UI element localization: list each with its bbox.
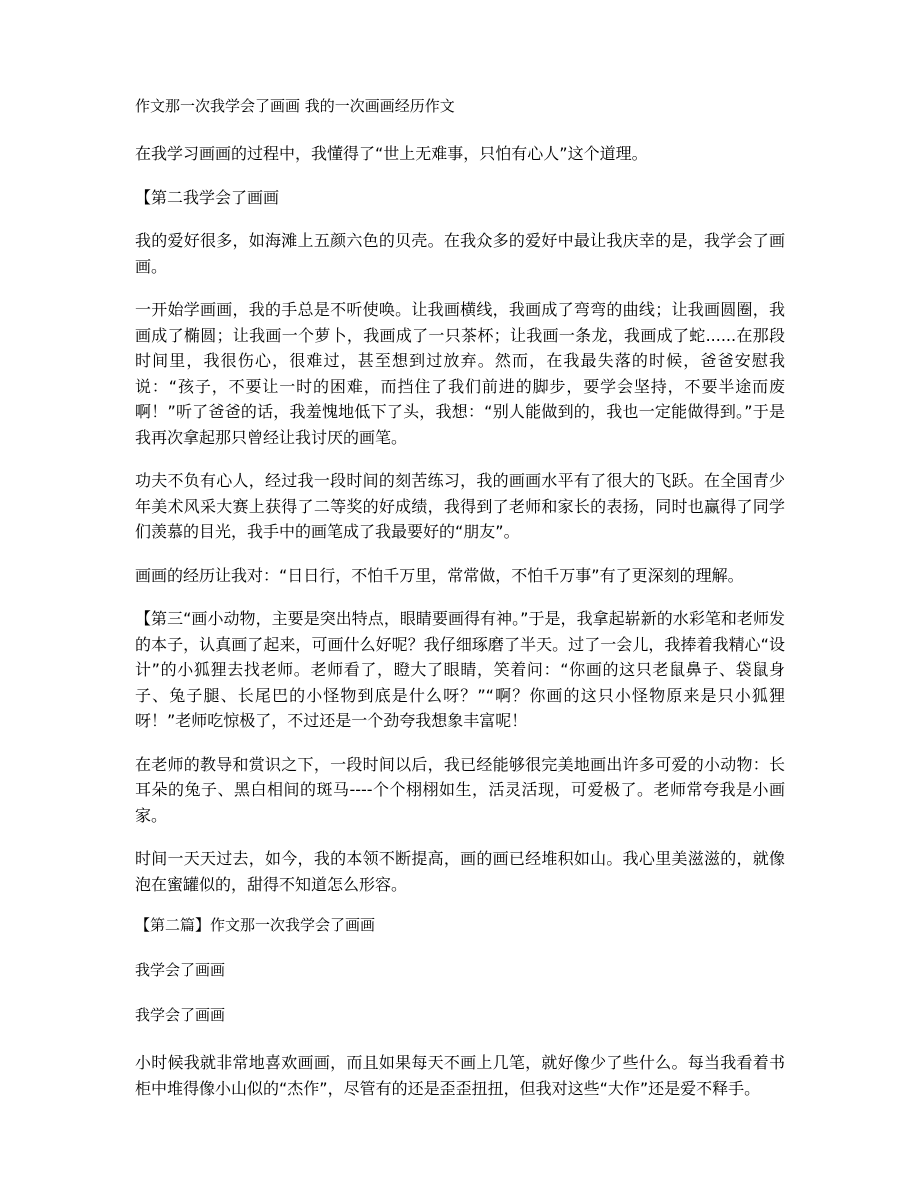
- document-title: 作文那一次我学会了画画 我的一次画画经历作文: [135, 97, 455, 115]
- paragraph-6: 画画的经历让我对：“日日行，不怕千万里，常常做，不怕千万事”有了更深刻的理解。: [135, 565, 744, 585]
- section2-paragraph: 小时候我就非常地喜欢画画，而且如果每天不画上几笔，就好像少了些什么。每当我看着书柜中堆得像小山似的“杰作”，尽管有的还是歪歪扭扭，但我对这些“大作”还是爱不释手。: [135, 1053, 785, 1098]
- paragraph-2: 【第二我学会了画画: [135, 187, 280, 207]
- paragraph-1: 在我学习画画的过程中，我懂得了“世上无难事，只怕有心人”这个道理。: [135, 144, 648, 163]
- section2-subtitle-2: 我学会了画画: [135, 1006, 226, 1024]
- section2-subtitle-1: 我学会了画画: [135, 961, 226, 979]
- paragraph-8: 在老师的教导和赏识之下，一段时间以后，我已经能够很完美地画出许多可爱的小动物：长耳朵的兔子、黑白相间的斑马----个个栩栩如生，活灵活现，可爱极了。老师常夸我是小画家。: [135, 754, 785, 825]
- section2-heading: 【第二篇】作文那一次我学会了画画: [135, 916, 376, 934]
- paragraph-4: 一开始学画画，我的手总是不听使唤。让我画横线，我画成了弯弯的曲线；让我画圆圈，我画成了椭圆；让我画一个萝卜，我画成了一只茶杯；让我画一条龙，我画成了蛇......在那段时间里，我很伤心，很难过，甚至想到过放弃。然而，在我最失落的时候，爸爸安慰我说：“孩子，不要让一时的困难，而挡住了我们前进的脚步，要学会坚持，不要半途而废啊！”听了爸爸的话，我羞愧地低下了头，我想：“别人能做到的，我也一定能做得到。”于是我再次拿起那只曾经让我讨厌的画笔。: [135, 300, 785, 447]
- paragraph-3: 我的爱好很多，如海滩上五颜六色的贝壳。在我众多的爱好中最让我庆幸的是，我学会了画画。: [135, 231, 785, 276]
- paragraph-5: 功夫不负有心人，经过我一段时间的刻苦练习，我的画画水平有了很大的飞跃。在全国青少年美术风采大赛上获得了二等奖的好成绩，我得到了老师和家长的表扬，同时也赢得了同学们羡慕的目光，我手中的画笔成了我最要好的“朋友”。: [135, 471, 785, 541]
- paragraph-7: 【第三“画小动物，主要是突出特点，眼睛要画得有神。”于是，我拿起崭新的水彩笔和老师发的本子，认真画了起来，可画什么好呢？我仔细琢磨了半天。过了一会儿，我捧着我精心“设计”的小狐狸去找老师。老师看了，瞪大了眼睛，笑着问：“你画的这只老鼠鼻子、袋鼠身子、兔子腿、长尾巴的小怪物到底是什么呀？”“啊？你画的这只小怪物原来是只小狐狸呀！”老师吃惊极了，不过还是一个劲夸我想象丰富呢！: [135, 609, 785, 730]
- paragraph-9: 时间一天天过去，如今，我的本领不断提高，画的画已经堆积如山。我心里美滋滋的，就像泡在蜜罐似的，甜得不知道怎么形容。: [135, 849, 785, 894]
- document-page: [135, 96, 785, 1119]
